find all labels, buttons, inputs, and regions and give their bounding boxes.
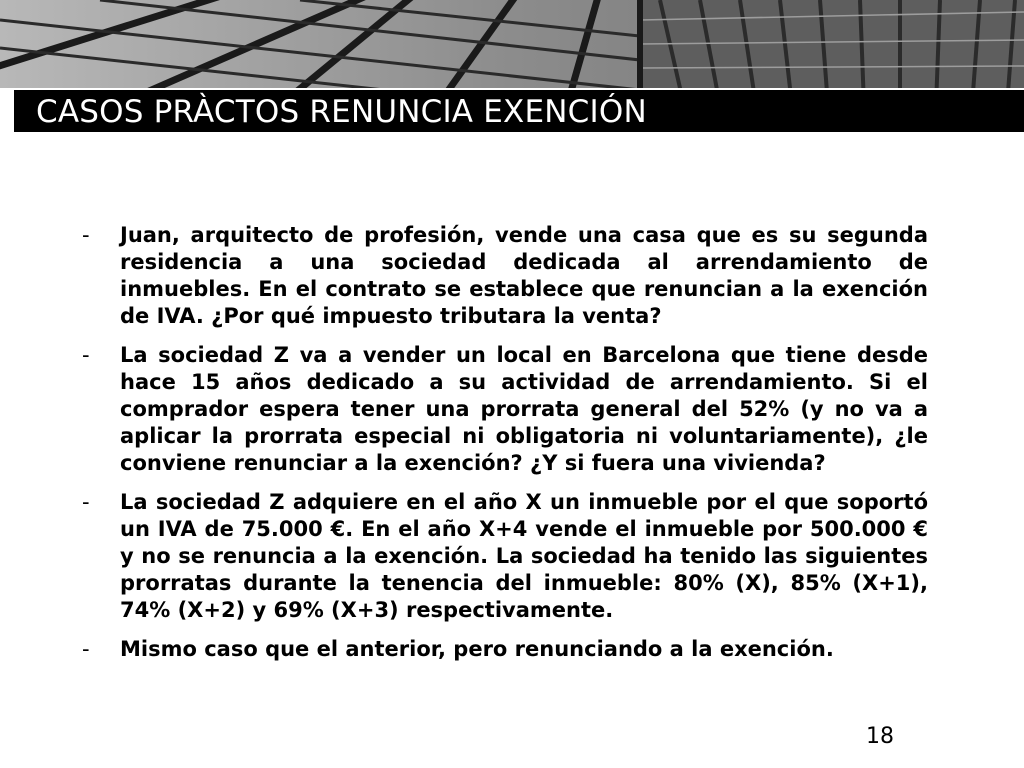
page-number: 18 bbox=[866, 724, 894, 749]
case-text: Juan, arquitecto de profesión, vende una casa que es su segunda residencia a una sociedad dedicada al arrendamiento de inmuebles. En el contrato se establece que renuncian a la exención de IVA. ¿Por qué impuesto tributara la venta? bbox=[120, 223, 928, 328]
header-banner bbox=[0, 0, 1024, 132]
bullet-dash: - bbox=[82, 223, 90, 247]
case-text: La sociedad Z adquiere en el año X un inmueble por el que soportó un IVA de 75.000 €. En el año X+4 vende el inmueble por 500.000 € y no se renuncia a la exención. La sociedad ha tenido las siguientes prorratas durante la tenencia del inmueble: 80% (X), 85% (X+1), 74% (X+2) y 69% (X+3) respectivamente. bbox=[120, 490, 928, 622]
list-item bbox=[82, 222, 928, 330]
bullet-dash: - bbox=[82, 637, 90, 661]
case-text: Mismo caso que el anterior, pero renunciando a la exención. bbox=[120, 637, 834, 661]
case-text: La sociedad Z va a vender un local en Barcelona que tiene desde hace 15 años dedicado a su actividad de arrendamiento. Si el comprador espera tener una prorrata general del 52% (y no va a aplicar la prorrata especial ni obligatoria ni voluntariamente), ¿le conviene renunciar a la exención? ¿Y si fuera una vivienda? bbox=[120, 343, 928, 475]
list-item bbox=[82, 489, 928, 624]
case-list bbox=[82, 222, 928, 675]
list-item bbox=[82, 342, 928, 477]
title-bar bbox=[0, 88, 1024, 132]
bullet-dash: - bbox=[82, 490, 90, 514]
slide-title: CASOS PRÀCTOS RENUNCIA EXENCIÓN bbox=[36, 94, 647, 130]
bullet-dash: - bbox=[82, 343, 90, 367]
list-item bbox=[82, 636, 928, 663]
